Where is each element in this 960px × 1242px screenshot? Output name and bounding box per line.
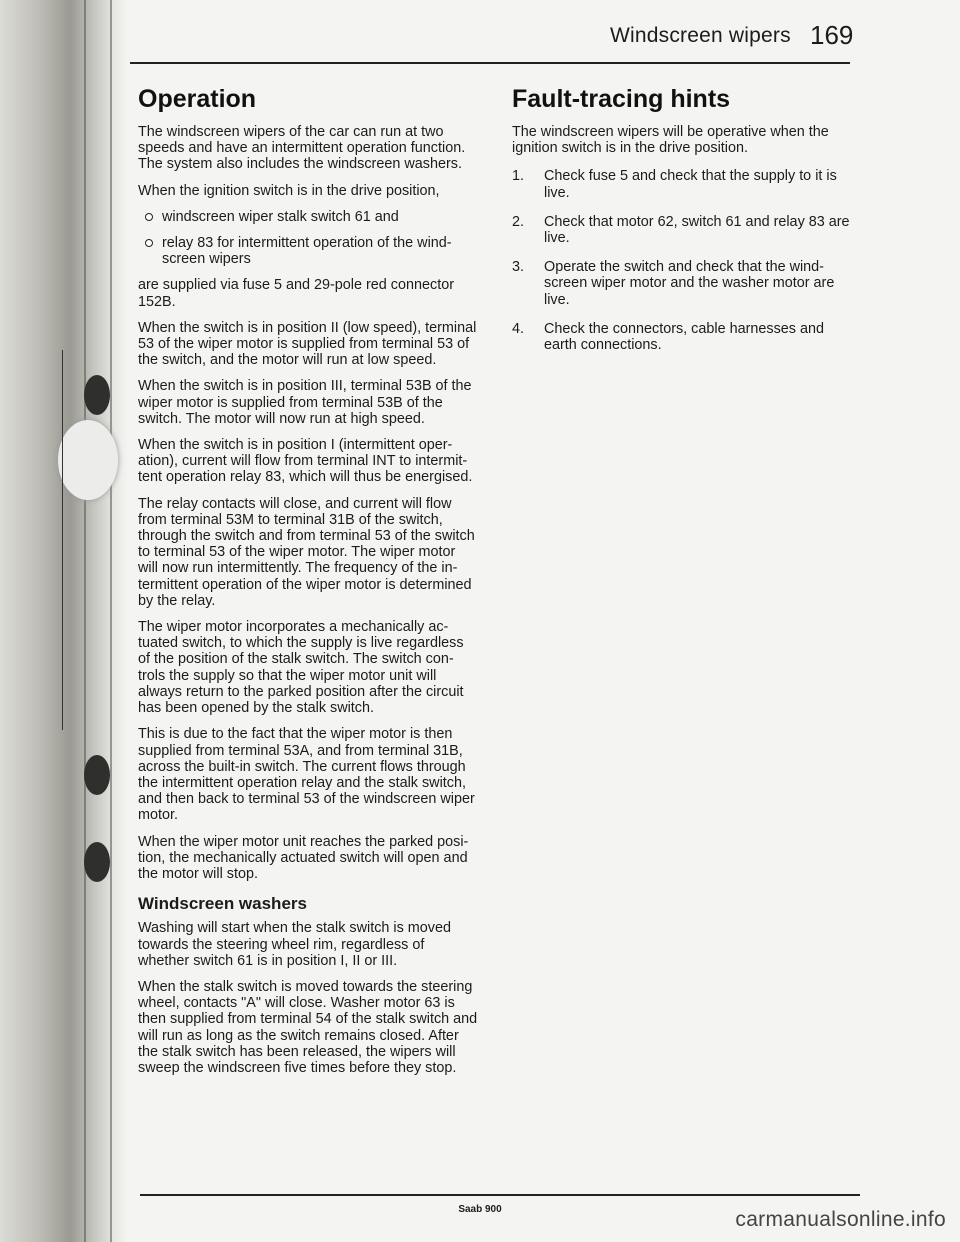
bullet-text: relay 83 for intermittent operation of the wind-screen wipers	[162, 235, 452, 268]
step-text: Check fuse 5 and check that the supply to it is live.	[544, 168, 837, 201]
step-item	[512, 259, 857, 308]
bullet-icon	[145, 213, 153, 221]
punch-hole	[84, 842, 110, 882]
section-heading-operation: Operation	[138, 85, 257, 113]
step-text: Check that motor 62, switch 61 and relay 83 are live.	[544, 213, 850, 247]
paragraph: The windscreen wipers of the car can run at two speeds and have an intermittent operation function. The system also includes the windscreen washers.	[138, 124, 466, 173]
binding-line	[110, 0, 112, 1242]
running-header-title: Windscreen wipers	[610, 24, 791, 47]
bullet-item	[138, 209, 478, 225]
paragraph: When the ignition switch is in the drive position,	[138, 182, 440, 199]
watermark-text: carmanualsonline.info	[735, 1208, 946, 1231]
paragraph: are supplied via fuse 5 and 29-pole red connector 152B.	[138, 277, 455, 310]
step-number: 2.	[512, 213, 525, 230]
step-item	[512, 321, 857, 353]
paragraph: When the switch is in position III, terminal 53B of the wiper motor is supplied from terminal 53B of the switch. The motor will now run at high speed.	[138, 378, 472, 427]
paragraph: When the stalk switch is moved towards the steering wheel, contacts "A" will close. Washer motor 63 is then supplied from terminal 54 of the stalk switch and will run as long as the switch remains closed. After the stalk switch has been released, the wipers will sweep the windscreen five times before they stop.	[138, 978, 478, 1076]
step-text: Check the connectors, cable harnesses and earth connections.	[544, 320, 824, 354]
paragraph: The wiper motor incorporates a mechanically ac-tuated switch, to which the supply is live regardless of the position of the stalk switch. The switch con-trols the supply so that the wiper motor unit will always return to the parked position after the circuit has been opened by the stalk switch.	[138, 619, 464, 717]
bullet-icon	[145, 239, 153, 247]
paragraph: When the switch is in position I (intermittent oper-ation), current will flow from terminal INT to intermit-tent operation relay 83, which will thus be energised.	[138, 437, 473, 486]
margin-line	[62, 350, 63, 730]
step-item	[512, 214, 857, 246]
paragraph: The relay contacts will close, and current will flow from terminal 53M to terminal 31B of the switch, through the switch and from terminal 53 of the switch to terminal 53 of the wiper motor. The wiper motor will now run intermittently. The frequency of the in-termittent operation of the wiper motor is determined by the relay.	[138, 495, 475, 609]
paragraph: When the wiper motor unit reaches the parked posi-tion, the mechanically actuated switch will open and the motor will stop.	[138, 833, 469, 882]
step-item	[512, 168, 857, 200]
paragraph: Washing will start when the stalk switch is moved towards the steering wheel rim, regardless of whether switch 61 is in position I, II or III.	[138, 920, 451, 969]
page-curl	[58, 420, 118, 500]
footer-text: Saab 900	[458, 1204, 502, 1215]
paragraph: This is due to the fact that the wiper motor is then supplied from terminal 53A, and from terminal 31B, across the built-in switch. The current flows through the intermittent operation relay and the stalk switch, and then back to terminal 53 of the windscreen wiper motor.	[138, 726, 475, 824]
bullet-item	[138, 235, 478, 267]
section-heading-fault-tracing: Fault-tracing hints	[512, 85, 731, 113]
right-column	[512, 84, 857, 366]
bullet-text: windscreen wiper stalk switch 61 and	[162, 208, 399, 225]
step-text: Operate the switch and check that the wind-screen wiper motor and the washer motor are live.	[544, 259, 835, 308]
page-number: 169	[810, 20, 854, 50]
punch-hole	[84, 375, 110, 415]
paragraph: The windscreen wipers will be operative when the ignition switch is in the drive position.	[512, 124, 829, 157]
header-rule	[130, 62, 850, 64]
paragraph: When the switch is in position II (low speed), terminal 53 of the wiper motor is supplied from terminal 53 of the switch, and the motor will run at low speed.	[138, 319, 477, 369]
subheading-windscreen-washers: Windscreen washers	[138, 894, 307, 914]
footer-rule	[140, 1194, 860, 1196]
binding-edge	[0, 0, 128, 1242]
step-number: 4.	[512, 320, 525, 337]
step-number: 3.	[512, 259, 525, 276]
left-column	[138, 84, 478, 1086]
binding-line	[84, 0, 86, 1242]
punch-hole	[84, 755, 110, 795]
step-number: 1.	[512, 168, 525, 185]
